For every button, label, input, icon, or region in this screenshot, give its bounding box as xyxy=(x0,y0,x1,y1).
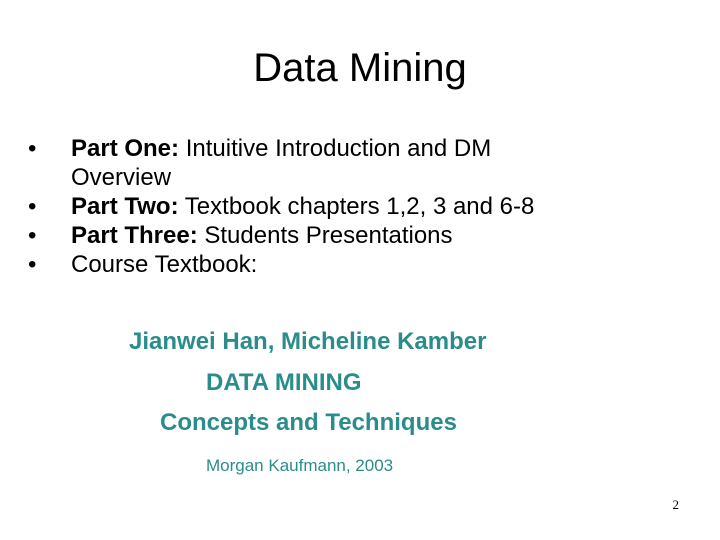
bullet-text: Textbook chapters 1,2, 3 and 6-8 xyxy=(184,193,535,220)
bullet-marker: • xyxy=(28,222,37,249)
slide-title: Data Mining xyxy=(253,46,467,90)
bullet-marker: • xyxy=(28,251,37,278)
bullet-part-one xyxy=(26,134,706,192)
bullet-line xyxy=(71,134,706,163)
bullet-label: Part One: xyxy=(71,135,180,162)
textbook-authors: Jianwei Han, Micheline Kamber xyxy=(129,328,487,355)
bullet-part-three xyxy=(26,221,706,250)
page-number: 2 xyxy=(672,497,679,512)
bullet-part-two xyxy=(26,192,706,221)
bullet-text: Intuitive Introduction and DM xyxy=(185,135,492,162)
textbook-subtitle: Concepts and Techniques xyxy=(160,409,457,436)
bullet-marker: • xyxy=(28,135,37,162)
bullet-text-continued: Overview xyxy=(71,164,172,191)
textbook-title: DATA MINING xyxy=(206,369,362,396)
bullet-list xyxy=(26,134,706,279)
bullet-text: Students Presentations xyxy=(204,222,453,249)
bullet-label: Part Two: xyxy=(71,193,179,220)
textbook-publisher: Morgan Kaufmann, 2003 xyxy=(206,456,394,475)
bullet-text: Course Textbook: xyxy=(71,251,258,278)
bullet-label: Part Three: xyxy=(71,222,198,249)
bullet-course-textbook xyxy=(26,250,706,279)
bullet-marker: • xyxy=(28,193,37,220)
